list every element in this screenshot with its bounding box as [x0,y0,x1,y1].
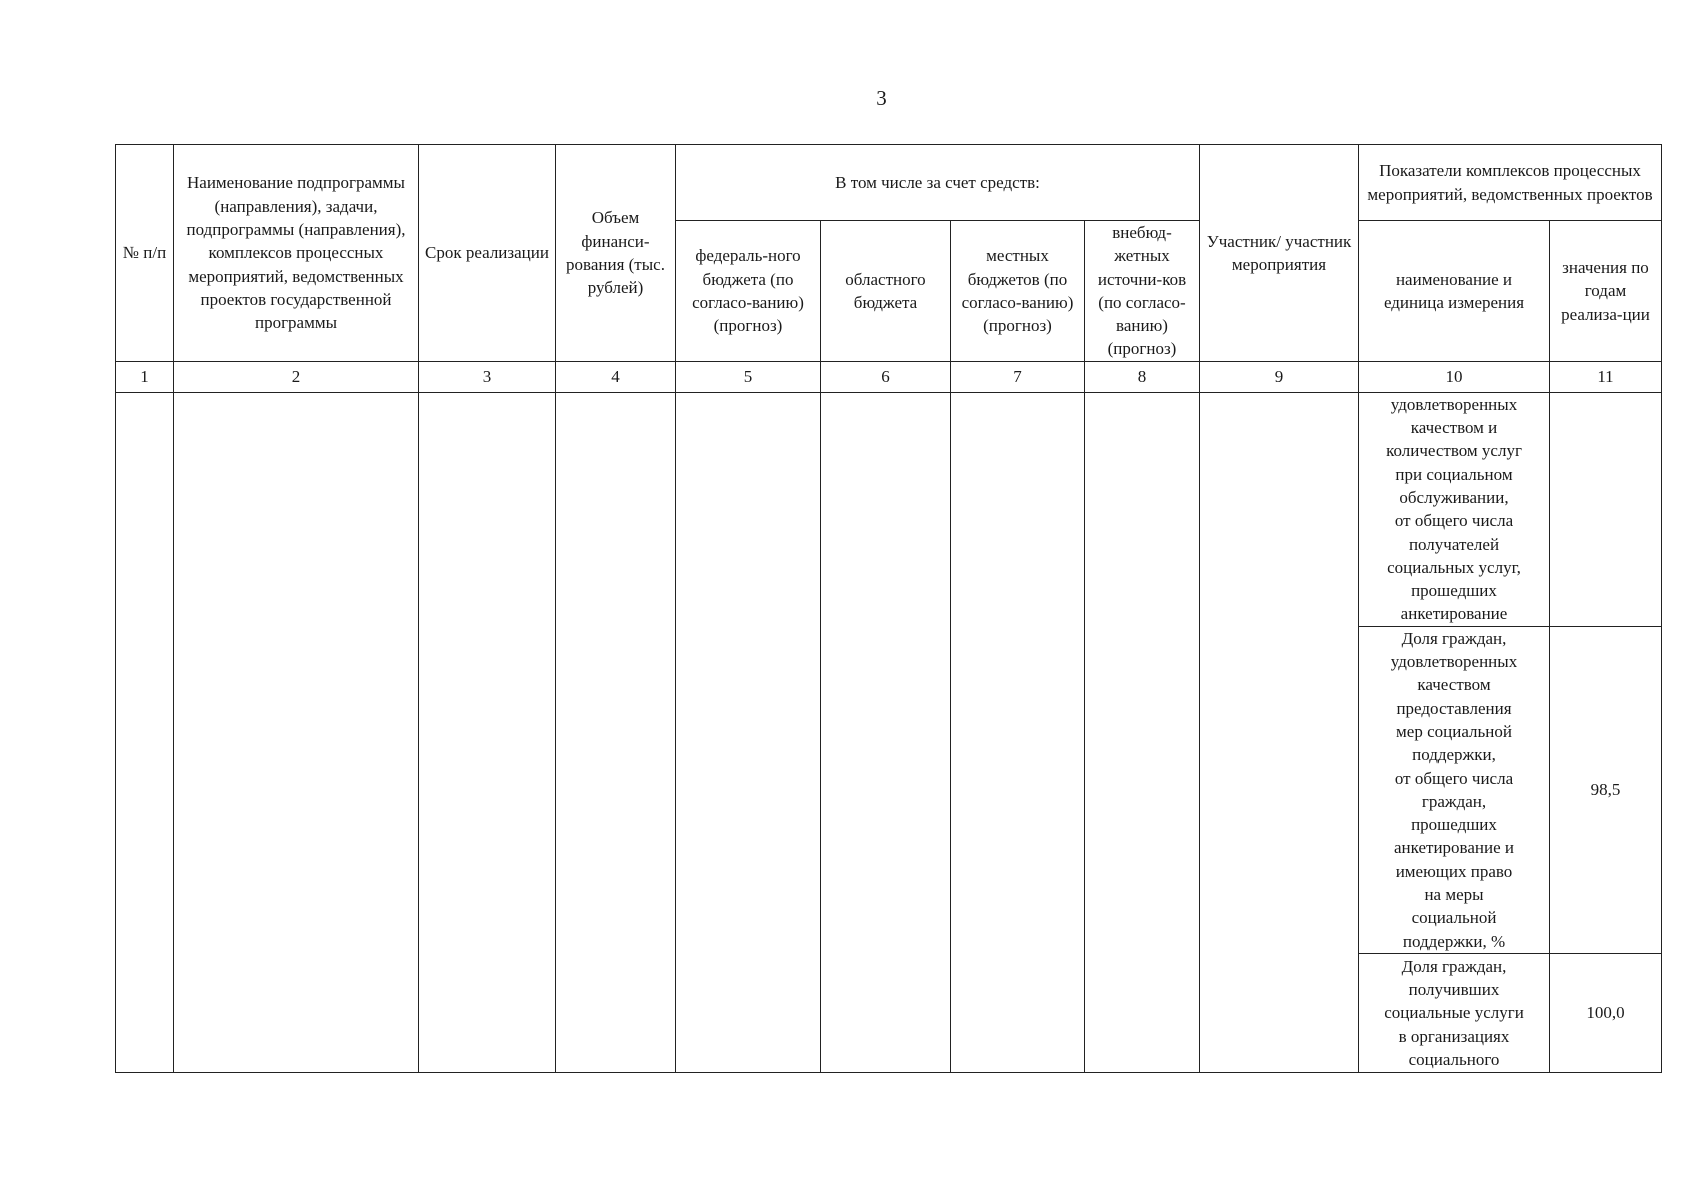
column-number: 3 [419,361,556,392]
header-extrabudgetary: внебюд-жетных источни-ков (по согласо-ванию) (прогноз) [1085,221,1200,362]
indicator-name-line: на меры [1424,885,1484,905]
indicator-name-line: имеющих право [1395,861,1513,881]
header-subprogram-name: Наименование подпрограммы (направления), задачи, подпрограммы (направления), комплексов процессных мероприятий, ведомственных проектов государственной программы [174,145,419,362]
indicator-name-line: предоставления [1396,698,1512,718]
header-row-number: № п/п [116,145,174,362]
indicator-value: 98,5 [1550,626,1662,953]
indicator-name-line: удовлетворенных [1390,652,1518,672]
header-local-budgets: местных бюджетов (по согласо-ванию) (прогноз) [951,221,1085,362]
header-term: Срок реализации [419,145,556,362]
indicator-name-line: Доля граждан, [1401,628,1507,648]
column-number: 4 [556,361,676,392]
indicator-name-line: при социальном [1395,464,1513,484]
cell-funding-volume [556,392,676,1072]
column-number: 9 [1200,361,1359,392]
cell-term [419,392,556,1072]
indicator-name-line: качеством [1417,675,1491,695]
program-table [115,144,1662,1073]
indicator-value: 100,0 [1550,953,1662,1072]
indicator-name-line: качеством и [1410,418,1498,438]
indicator-name-line: социальные услуги [1384,1003,1524,1023]
indicator-name-line: граждан, [1421,791,1487,811]
column-number: 1 [116,361,174,392]
cell-participant [1200,392,1359,1072]
indicator-name-line: удовлетворенных [1390,394,1518,414]
indicator-name-line: социальной [1411,908,1497,928]
cell-subprogram-name [174,392,419,1072]
indicator-name-line: анкетирование и [1394,838,1514,858]
indicator-name-line: прошедших [1411,581,1497,601]
indicator-name-line: социальных услуг, [1387,557,1521,577]
cell-extrabudgetary [1085,392,1200,1072]
indicator-name-line: в организациях [1398,1026,1510,1046]
indicator-name [1359,953,1550,1072]
indicator-name-line: Доля граждан, [1401,956,1507,976]
header-funding-sources: В том числе за счет средств: [676,145,1200,221]
header-indicator-name: наименование и единица измерения [1359,221,1550,362]
cell-regional-budget [821,392,951,1072]
header-federal-budget: федераль-ного бюджета (по согласо-ванию) (прогноз) [676,221,821,362]
column-number: 8 [1085,361,1200,392]
indicator-name-line: от общего числа [1394,768,1514,788]
header-indicators: Показатели комплексов процессных мероприятий, ведомственных проектов [1359,145,1662,221]
header-indicator-values: значения по годам реализа-ции [1550,221,1662,362]
indicator-name-line: мер социальной [1396,721,1512,741]
indicator-name-line: получивших [1408,979,1500,999]
indicator-name-line: получателей [1408,534,1500,554]
column-number: 11 [1550,361,1662,392]
indicator-value [1550,392,1662,626]
indicator-name-line: от общего числа [1394,511,1514,531]
header-participant: Участник/ участник мероприятия [1200,145,1359,362]
column-number: 2 [174,361,419,392]
cell-federal-budget [676,392,821,1072]
indicator-name-line: обслуживании, [1399,487,1509,507]
indicator-name-line: анкетирование [1400,604,1508,624]
column-number: 10 [1359,361,1550,392]
indicator-name-line: поддержки, [1412,745,1496,765]
indicator-name-line: количеством услуг [1386,441,1522,461]
column-number: 7 [951,361,1085,392]
column-number: 6 [821,361,951,392]
header-regional-budget: областного бюджета [821,221,951,362]
indicator-name [1359,392,1550,626]
cell-row-number [116,392,174,1072]
indicator-name [1359,626,1550,953]
column-number: 5 [676,361,821,392]
indicator-name-line: социального [1408,1049,1500,1069]
indicator-name-line: прошедших [1411,815,1497,835]
page-number: 3 [876,86,887,110]
indicator-name-line: поддержки, % [1402,931,1506,951]
header-funding-volume: Объем финанси-рования (тыс. рублей) [556,145,676,362]
cell-local-budgets [951,392,1085,1072]
